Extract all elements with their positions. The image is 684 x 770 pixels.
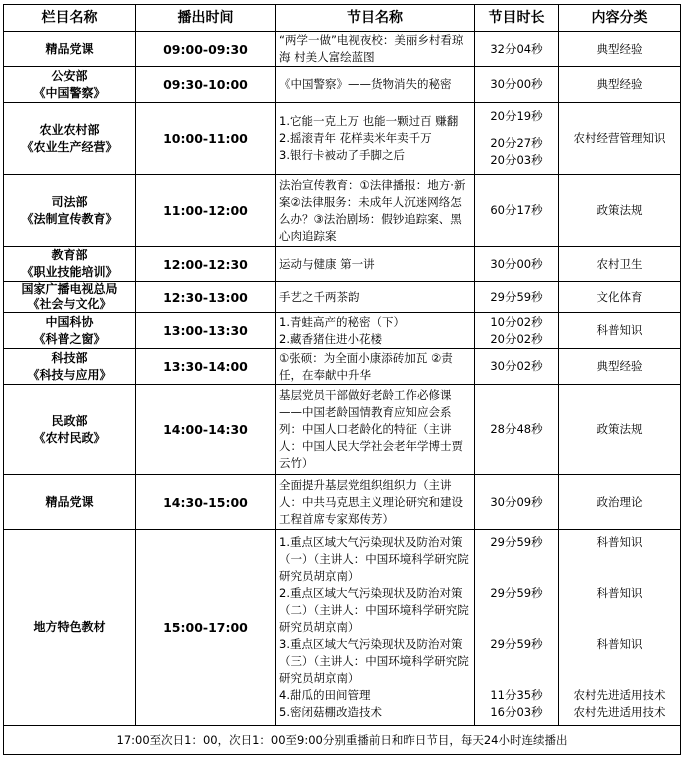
category-cell: 农村经营管理知识: [559, 103, 681, 175]
column-name-cell: 地方特色教材: [4, 530, 136, 726]
column-name-cell: 中国科协 《科普之窗》: [4, 313, 136, 349]
header-column-name: 栏目名称: [4, 5, 136, 32]
duration-cell: 30分09秒: [475, 475, 559, 530]
table-row: [4, 175, 681, 247]
category-cell: 政策法规: [559, 385, 681, 475]
table-row: [4, 32, 681, 67]
air-time-cell: 14:00-14:30: [136, 385, 276, 475]
program-cell: 法治宣传教育：①法律播报：地方·新案②法律服务：未成年人沉迷网络怎么办？③法治剧场：假钞追踪案、黑心肉追踪案: [276, 175, 475, 247]
air-time-cell: 13:30-14:00: [136, 349, 276, 385]
program-cell: 基层党员干部做好老龄工作必修课——中国老龄国情教育应知应会系列：中国人口老龄化的特征（主讲人：中国人民大学社会老年学博士贾云竹）: [276, 385, 475, 475]
air-time-cell: 12:00-12:30: [136, 247, 276, 282]
column-name-cell: 农业农村部 《农业生产经营》: [4, 103, 136, 175]
table-row: [4, 385, 681, 475]
duration-cell: 20分19秒 20分27秒 20分03秒: [475, 103, 559, 175]
table-row: [4, 67, 681, 103]
column-name-cell: 教育部 《职业技能培训》: [4, 247, 136, 282]
table-row: [4, 475, 681, 530]
air-time-cell: 14:30-15:00: [136, 475, 276, 530]
duration-cell: 32分04秒: [475, 32, 559, 67]
category-cell: 政治理论: [559, 475, 681, 530]
footer-note: 17:00至次日1：00，次日1：00至9:00分别重播前日和昨日节目，每天24小时连续播出: [4, 726, 681, 755]
duration-cell: 30分00秒: [475, 67, 559, 103]
program-cell: 1.重点区域大气污染现状及防治对策（一）（主讲人：中国环境科学研究院研究员胡京南） 2.重点区域大气污染现状及防治对策（二）（主讲人：中国环境科学研究院研究员胡京南） 3.重点区域大气污染现状及防治对策（三）（主讲人：中国环境科学研究院研究员胡京南） 4.甜瓜的田间管理 5.密闭菇棚改造技术: [276, 530, 475, 726]
category-cell: 典型经验: [559, 32, 681, 67]
table-row: [4, 349, 681, 385]
program-cell: 1.它能一克上万 也能一颗过百 赚翻 2.摇滚青年 花样卖米年卖千万 3.银行卡被动了手脚之后: [276, 103, 475, 175]
column-name-cell: 民政部 《农村民政》: [4, 385, 136, 475]
program-cell: 运动与健康 第一讲: [276, 247, 475, 282]
duration-cell: 30分00秒: [475, 247, 559, 282]
category-cell: 文化体育: [559, 282, 681, 313]
program-cell: 1.青蛙高产的秘密（下） 2.藏香猪住进小花楼: [276, 313, 475, 349]
category-cell: 典型经验: [559, 349, 681, 385]
footer-row: [4, 726, 681, 755]
duration-cell: 29分59秒: [475, 282, 559, 313]
air-time-cell: 13:00-13:30: [136, 313, 276, 349]
air-time-cell: 09:00-09:30: [136, 32, 276, 67]
air-time-cell: 10:00-11:00: [136, 103, 276, 175]
program-cell: 全面提升基层党组织组织力（主讲人：中共马克思主义理论研究和建设工程首席专家郑传芳）: [276, 475, 475, 530]
table-row: [4, 530, 681, 726]
header-air-time: 播出时间: [136, 5, 276, 32]
column-name-cell: 精品党课: [4, 32, 136, 67]
category-cell: 政策法规: [559, 175, 681, 247]
header-duration: 节目时长: [475, 5, 559, 32]
column-name-cell: 公安部 《中国警察》: [4, 67, 136, 103]
column-name-cell: 科技部 《科技与应用》: [4, 349, 136, 385]
duration-cell: 10分02秒 20分02秒: [475, 313, 559, 349]
program-cell: 《中国警察》——货物消失的秘密: [276, 67, 475, 103]
table-row: [4, 313, 681, 349]
duration-cell: 29分59秒 29分59秒 29分59秒 11分35秒 16分03秒: [475, 530, 559, 726]
air-time-cell: 09:30-10:00: [136, 67, 276, 103]
category-cell: 科普知识: [559, 313, 681, 349]
duration-cell: 60分17秒: [475, 175, 559, 247]
schedule-table: [3, 4, 681, 755]
header-category: 内容分类: [559, 5, 681, 32]
program-cell: “两学一做”电视夜校：美丽乡村看琼海 村美人富绘蓝图: [276, 32, 475, 67]
column-name-cell: 国家广播电视总局 《社会与文化》: [4, 282, 136, 313]
category-cell: 农村卫生: [559, 247, 681, 282]
duration-cell: 28分48秒: [475, 385, 559, 475]
category-cell: 典型经验: [559, 67, 681, 103]
air-time-cell: 12:30-13:00: [136, 282, 276, 313]
header-program-name: 节目名称: [276, 5, 475, 32]
program-cell: 手艺之千两茶韵: [276, 282, 475, 313]
column-name-cell: 司法部 《法制宣传教育》: [4, 175, 136, 247]
table-row: [4, 103, 681, 175]
duration-cell: 30分02秒: [475, 349, 559, 385]
category-cell: 科普知识 科普知识 科普知识 农村先进适用技术 农村先进适用技术: [559, 530, 681, 726]
table-row: [4, 282, 681, 313]
table-row: [4, 247, 681, 282]
program-cell: ①张硕：为全面小康添砖加瓦 ②责任，在奉献中升华: [276, 349, 475, 385]
air-time-cell: 11:00-12:00: [136, 175, 276, 247]
column-name-cell: 精品党课: [4, 475, 136, 530]
header-row: [4, 5, 681, 32]
air-time-cell: 15:00-17:00: [136, 530, 276, 726]
